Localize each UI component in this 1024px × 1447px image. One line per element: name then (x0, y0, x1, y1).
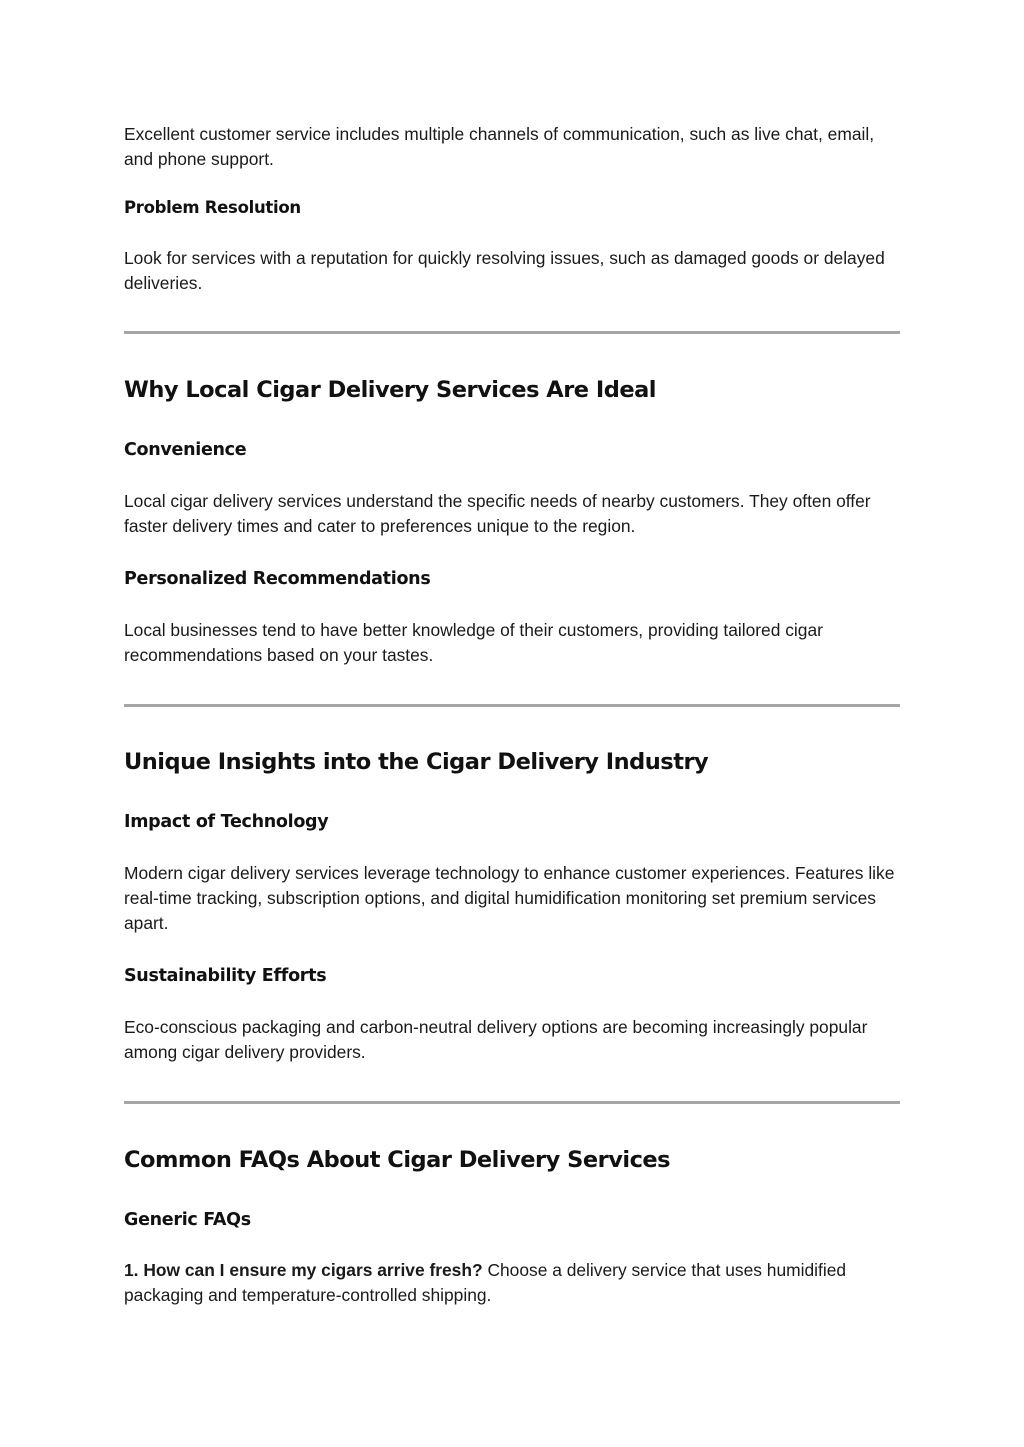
technology-heading: Impact of Technology (124, 812, 329, 832)
generic-faqs-heading: Generic FAQs (124, 1210, 251, 1230)
convenience-paragraph: Local cigar delivery services understand the specific needs of nearby customers. They often offer faster delivery times and cater to preferences unique to the region. (124, 491, 871, 536)
personalized-paragraph: Local businesses tend to have better knowledge of their customers, providing tailored cigar recommendations based on your tastes. (124, 620, 823, 665)
intro-paragraph: Excellent customer service includes multiple channels of communication, such as live chat, email, and phone support. (124, 124, 875, 169)
faq-item (124, 1258, 900, 1308)
insights-section-title: Unique Insights into the Cigar Delivery Industry (124, 749, 709, 775)
section-divider (124, 1101, 900, 1104)
faq-section-title: Common FAQs About Cigar Delivery Services (124, 1147, 671, 1173)
local-section-title: Why Local Cigar Delivery Services Are Ideal (124, 377, 657, 403)
sustainability-heading: Sustainability Efforts (124, 966, 327, 986)
technology-paragraph: Modern cigar delivery services leverage technology to enhance customer experiences. Features like real-time tracking, subscription options, and digital humidification monitoring set premium services apart. (124, 863, 895, 933)
section-divider (124, 704, 900, 707)
problem-resolution-paragraph: Look for services with a reputation for quickly resolving issues, such as damaged goods or delayed deliveries. (124, 248, 885, 293)
problem-resolution-heading: Problem Resolution (124, 198, 301, 217)
section-divider (124, 331, 900, 334)
convenience-heading: Convenience (124, 440, 247, 460)
faq-question: 1. How can I ensure my cigars arrive fresh? (124, 1260, 483, 1280)
sustainability-paragraph: Eco-conscious packaging and carbon-neutral delivery options are becoming increasingly popular among cigar delivery providers. (124, 1017, 868, 1062)
faq-answer: Choose a delivery service that uses humidified packaging and temperature-controlled shipping. (124, 1260, 847, 1305)
personalized-heading: Personalized Recommendations (124, 569, 431, 589)
